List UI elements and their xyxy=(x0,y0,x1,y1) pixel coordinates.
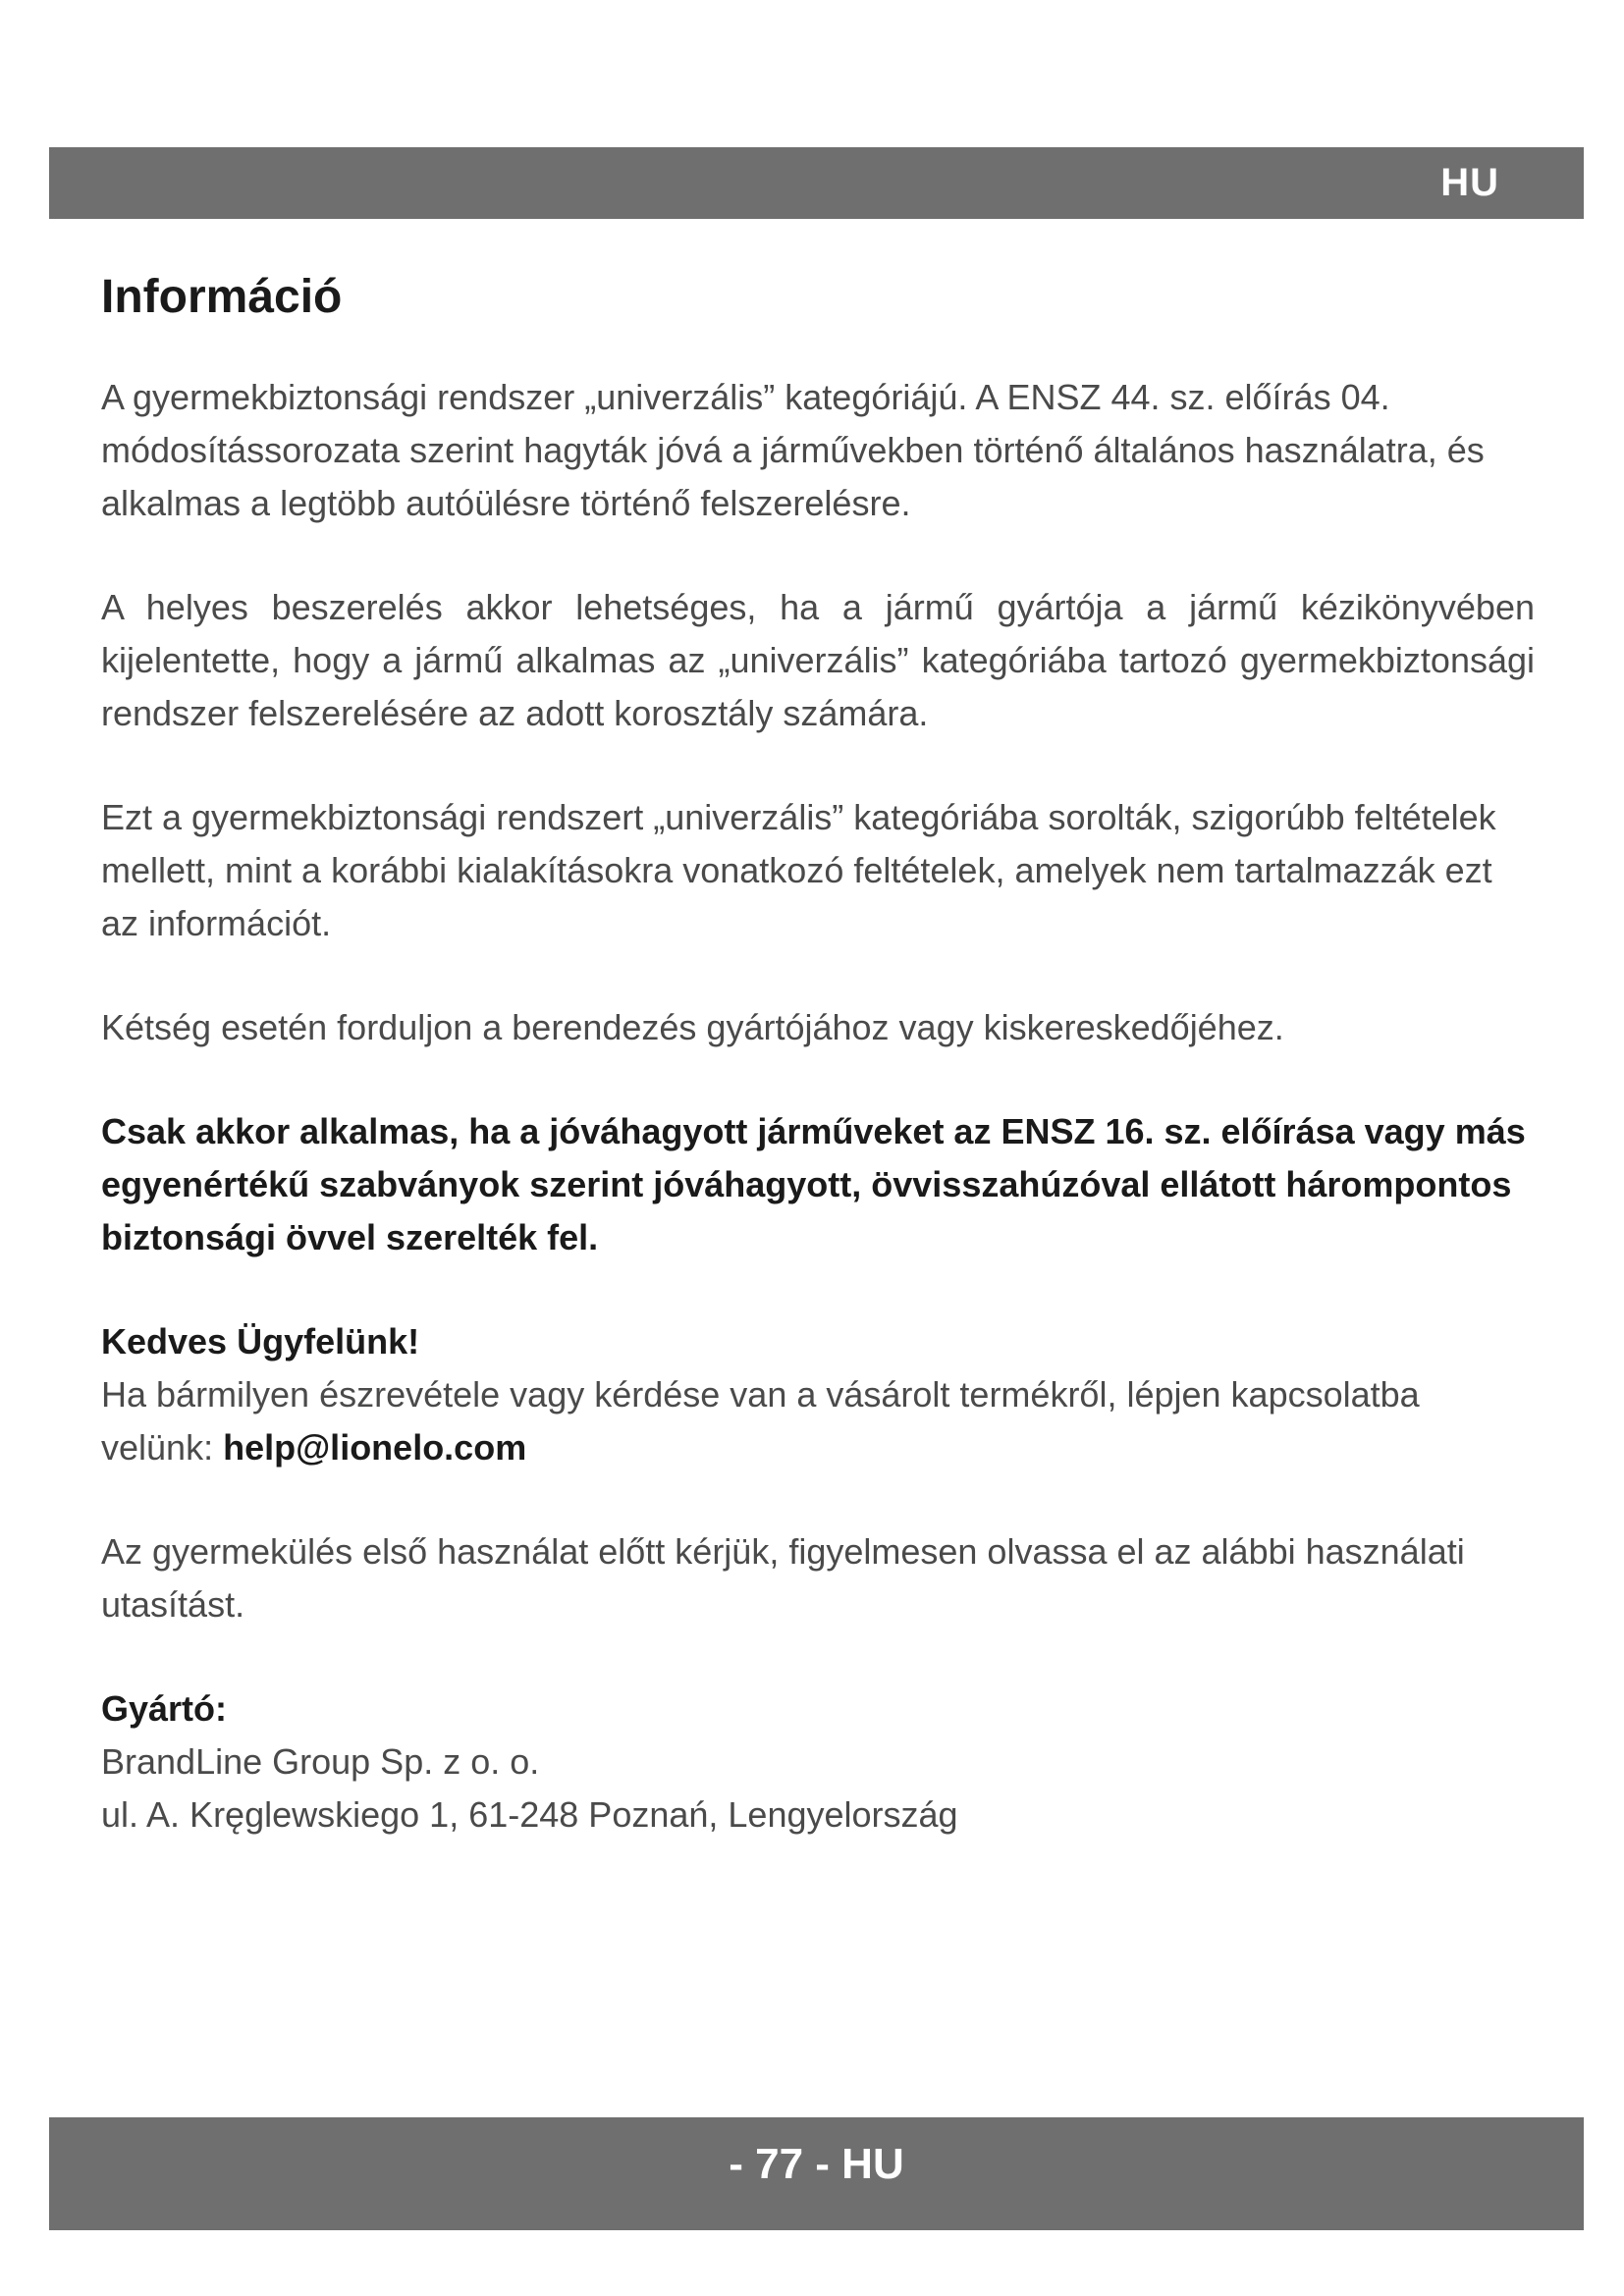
header-bar xyxy=(49,147,1584,219)
page-title: Információ xyxy=(101,271,343,323)
customer-text-body: Ha bármilyen észrevétele vagy kérdése van a vásárolt termékről, lépjen kapcsolatba velünk: xyxy=(101,1374,1420,1468)
customer-text xyxy=(101,1368,1535,1474)
instructions-note: Az gyermekülés első használat előtt kérjük, figyelmesen olvassa el az alábbi használati utasítást. xyxy=(101,1531,1465,1625)
manufacturer-heading: Gyártó: xyxy=(101,1688,228,1729)
manufacturer-company: BrandLine Group Sp. z o. o. xyxy=(101,1741,540,1782)
paragraph-category: A gyermekbiztonsági rendszer „univerzális” kategóriájú. A ENSZ 44. sz. előírás 04. módosítássorozata szerint hagyták jóvá a járművekben történő általános használatra, és alkalmas a legtöbb autóülésre történő felszerelésre. xyxy=(101,377,1485,523)
paragraph-classification: Ezt a gyermekbiztonsági rendszert „univerzális” kategóriába sorolták, szigorúbb feltételek mellett, mint a korábbi kialakításokra vonatkozó feltételek, amelyek nem tartalmazzák ezt az információt. xyxy=(101,797,1496,943)
manufacturer-address: ul. A. Kręglewskiego 1, 61-248 Poznań, Lengyelország xyxy=(101,1794,958,1835)
manufacturer-section xyxy=(101,1682,1535,1842)
paragraph-doubt: Kétség esetén forduljon a berendezés gyártójához vagy kiskereskedőjéhez. xyxy=(101,1007,1284,1047)
customer-section xyxy=(101,1315,1535,1474)
language-label: HU xyxy=(1440,161,1499,204)
page-number: - 77 - HU xyxy=(729,2140,904,2188)
footer-bar xyxy=(49,2117,1584,2230)
paragraph-suitability: Csak akkor alkalmas, ha a jóváhagyott járműveket az ENSZ 16. sz. előírása vagy más egyenértékű szabványok szerint jóváhagyott, övvisszahúzóval ellátott hárompontos biztonsági övvel szerelték fel. xyxy=(101,1111,1526,1257)
paragraph-installation: A helyes beszerelés akkor lehetséges, ha a jármű gyártója a jármű kézikönyvében kijelentette, hogy a jármű alkalmas az „univerzális” kategóriába tartozó gyermekbiztonsági rendszer felszerelésére az adott korosztály számára. xyxy=(101,587,1535,733)
page-content xyxy=(101,263,1535,1842)
support-email: help@lionelo.com xyxy=(223,1427,527,1468)
customer-heading: Kedves Ügyfelünk! xyxy=(101,1321,420,1362)
